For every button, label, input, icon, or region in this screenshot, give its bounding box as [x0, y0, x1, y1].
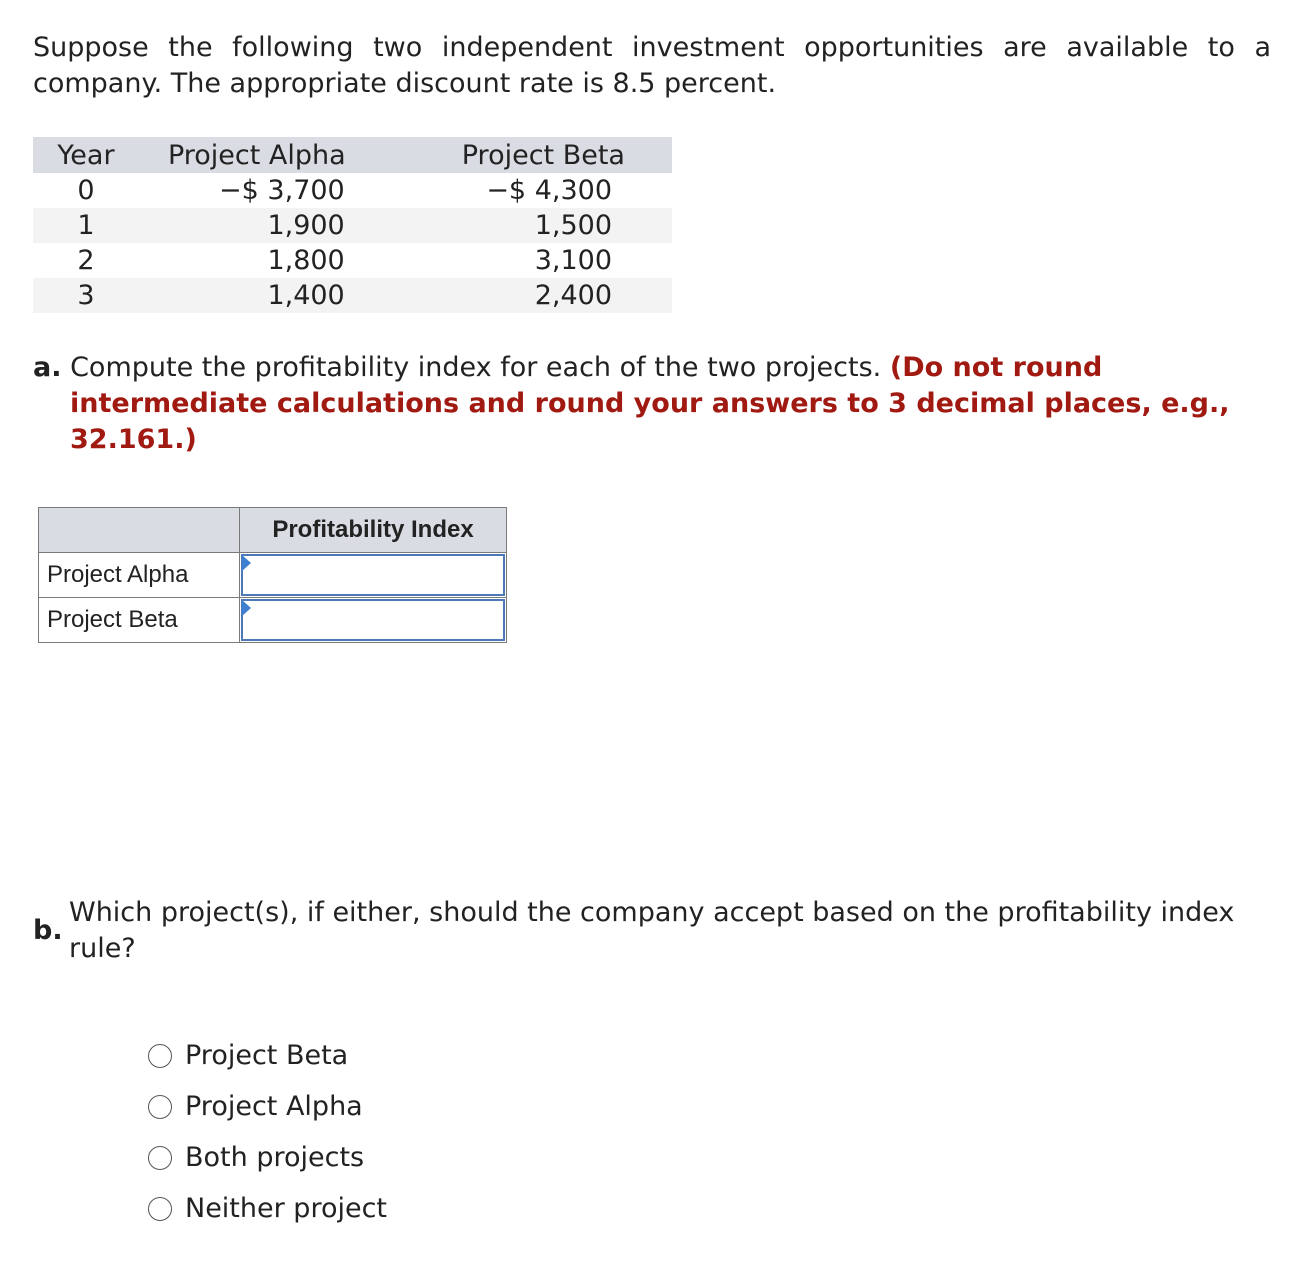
part-a-first-line — [33, 350, 1283, 386]
part-a-label: a. — [33, 352, 62, 383]
header-year: Year — [33, 137, 139, 173]
input-marker-icon — [242, 555, 251, 571]
part-a-instruction-end: intermediate calculations and round your answers to 3 decimal places, e.g., 32.161.) — [70, 388, 1230, 455]
pi-row-beta — [39, 598, 507, 643]
pi-input-cell — [240, 553, 507, 598]
option-label: Project Alpha — [185, 1091, 363, 1122]
beta-pi-input[interactable] — [241, 599, 505, 641]
cash-flow-row — [33, 278, 672, 313]
pi-header-row — [39, 508, 507, 553]
input-marker-icon — [242, 600, 251, 616]
year-cell: 3 — [33, 278, 139, 313]
pi-header-label: Profitability Index — [240, 508, 507, 553]
part-b-question — [33, 895, 1283, 967]
pi-row-alpha — [39, 553, 507, 598]
alpha-cash-flow: −$ 3,700 — [219, 175, 345, 206]
option-neither-project[interactable] — [148, 1183, 387, 1234]
radio-button[interactable] — [148, 1044, 172, 1068]
option-label: Both projects — [185, 1142, 365, 1173]
header-project-beta: Project Beta — [405, 137, 672, 173]
part-b-label: b. — [33, 915, 63, 946]
part-a-question — [33, 350, 1283, 458]
cash-flow-row — [33, 173, 672, 208]
pi-row-label: Project Beta — [39, 598, 240, 643]
part-a-instruction-start: (Do not round — [889, 352, 1103, 383]
beta-cash-flow: 3,100 — [534, 245, 612, 276]
cash-flow-header-row — [33, 137, 672, 173]
profitability-index-table — [38, 507, 507, 643]
answer-options — [148, 1030, 387, 1234]
problem-intro: Suppose the following two independent investment opportunities are available to a company. The appropriate discount rate is 8.5 percent. — [33, 32, 1271, 99]
radio-button[interactable] — [148, 1146, 172, 1170]
part-a-text: Compute the profitability index for each of the two projects. — [70, 352, 882, 383]
cash-flow-row — [33, 208, 672, 243]
pi-row-label: Project Alpha — [39, 553, 240, 598]
cash-flow-table — [33, 137, 672, 313]
year-cell: 1 — [33, 208, 139, 243]
option-both-projects[interactable] — [148, 1132, 387, 1183]
option-project-beta[interactable] — [148, 1030, 387, 1081]
alpha-pi-input[interactable] — [241, 554, 505, 596]
year-cell: 0 — [77, 175, 95, 206]
radio-button[interactable] — [148, 1197, 172, 1221]
pi-header-blank — [39, 508, 240, 553]
alpha-cash-flow: 1,800 — [267, 245, 345, 276]
beta-cash-flow: 1,500 — [405, 208, 672, 243]
year-cell: 2 — [77, 245, 95, 276]
radio-button[interactable] — [148, 1095, 172, 1119]
option-label: Project Beta — [185, 1040, 349, 1071]
pi-input-cell — [240, 598, 507, 643]
alpha-cash-flow: 1,400 — [139, 278, 405, 313]
beta-cash-flow: 2,400 — [405, 278, 672, 313]
cash-flow-row — [33, 243, 672, 278]
header-project-alpha: Project Alpha — [139, 137, 405, 173]
option-project-alpha[interactable] — [148, 1081, 387, 1132]
part-b-text: Which project(s), if either, should the company accept based on the profitability index rule? — [69, 897, 1235, 964]
option-label: Neither project — [185, 1193, 388, 1224]
beta-cash-flow: −$ 4,300 — [486, 175, 612, 206]
alpha-cash-flow: 1,900 — [139, 208, 405, 243]
